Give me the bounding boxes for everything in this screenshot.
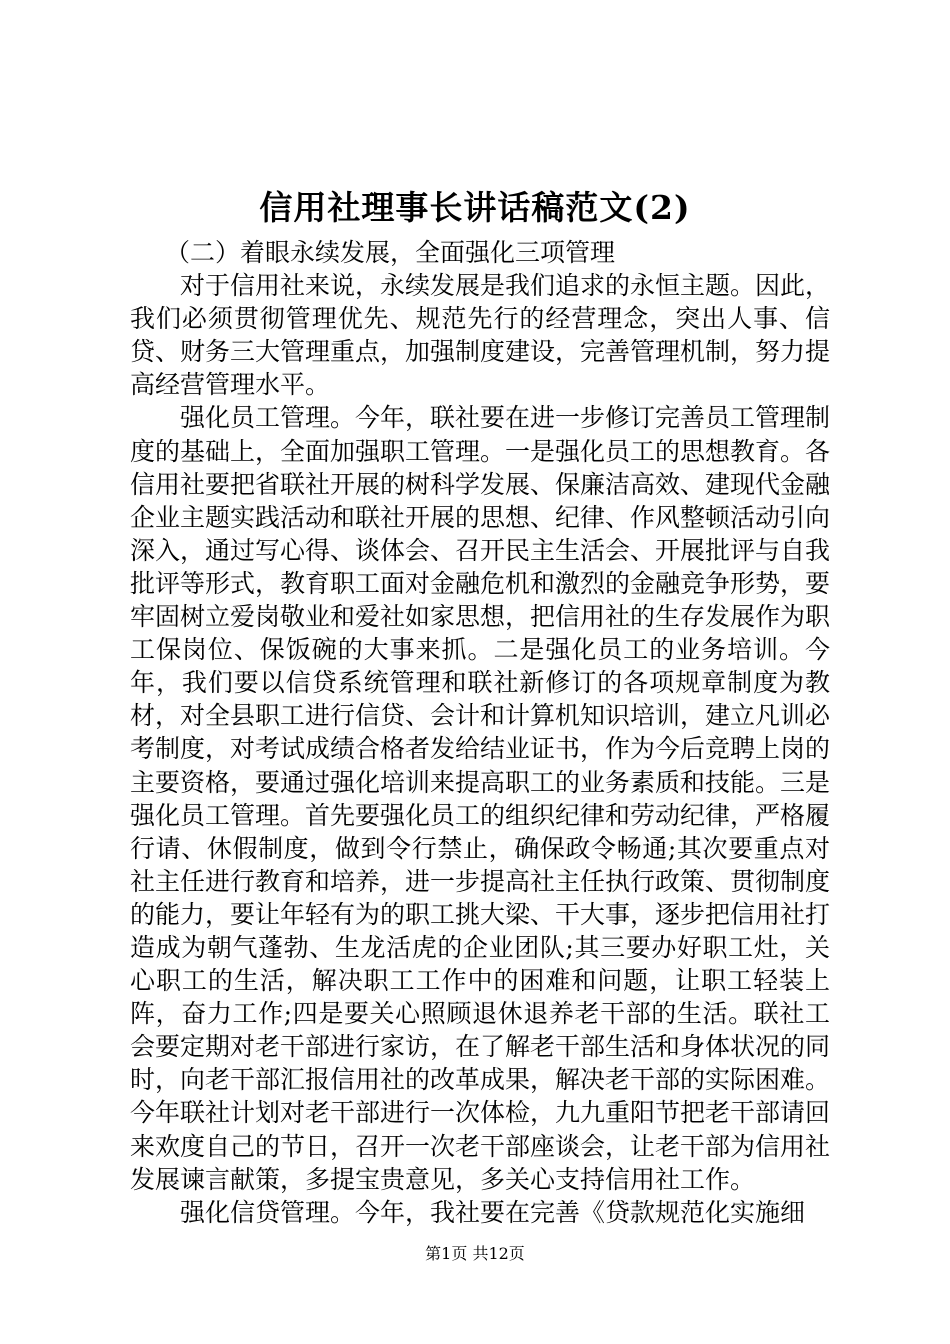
paragraph-credit-management: 强化信贷管理。今年，我社要在完善《贷款规范化实施细 bbox=[180, 1197, 806, 1227]
document-body bbox=[130, 236, 830, 1229]
page-footer: 第1页 共12页 bbox=[425, 1244, 525, 1263]
paragraph-intro: 对于信用社来说，永续发展是我们追求的永恒主题。因此，我们必须贯彻管理优先、规范先行的经营理念，突出人事、信贷、财务三大管理重点，加强制度建设，完善管理机制，努力提高经营管理水平。 bbox=[130, 271, 831, 400]
document-title: 信用社理事长讲话稿范文(2) bbox=[259, 188, 691, 227]
paragraph-staff-management: 强化员工管理。今年，联社要在进一步修订完善员工管理制度的基础上，全面加强职工管理。一是强化员工的思想教育。各信用社要把省联社开展的树科学发展、保廉洁高效、建现代金融企业主题实践活动和联社开展的思想、纪律、作风整顿活动引向深入，通过写心得、谈体会、召开民主生活会、开展批评与自我批评等形式，教育职工面对金融危机和激烈的金融竞争形势，要牢固树立爱岗敬业和爱社如家思想，把信用社的生存发展作为职工保岗位、保饭碗的大事来抓。二是强化员工的业务培训。今年，我们要以信贷系统管理和联社新修订的各项规章制度为教材，对全县职工进行信贷、会计和计算机知识培训，建立凡训必考制度，对考试成绩合格者发给结业证书，作为今后竞聘上岗的主要资格，要通过强化培训来提高职工的业务素质和技能。三是强化员工管理。首先要强化员工的组织纪律和劳动纪律，严格履行请、休假制度，做到令行禁止，确保政令畅通;其次要重点对社主任进行教育和培养，进一步提高社主任执行政策、贯彻制度的能力，要让年轻有为的职工挑大梁、干大事，逐步把信用社打造成为朝气蓬勃、生龙活虎的企业团队;其三要办好职工灶，关心职工的生活，解决职工工作中的困难和问题，让职工轻装上阵，奋力工作;四是要关心照顾退休退养老干部的生活。联社工会要定期对老干部进行家访，在了解老干部生活和身体状况的同时，向老干部汇报信用社的改革成果，解决老干部的实际困难。今年联社计划对老干部进行一次体检，九九重阳节把老干部请回来欢度自己的节日，召开一次老干部座谈会，让老干部为信用社发展谏言献策，多提宝贵意见，多关心支持信用社工作。 bbox=[130, 403, 831, 1194]
section-subheading: （二）着眼永续发展，全面强化三项管理 bbox=[165, 238, 616, 267]
